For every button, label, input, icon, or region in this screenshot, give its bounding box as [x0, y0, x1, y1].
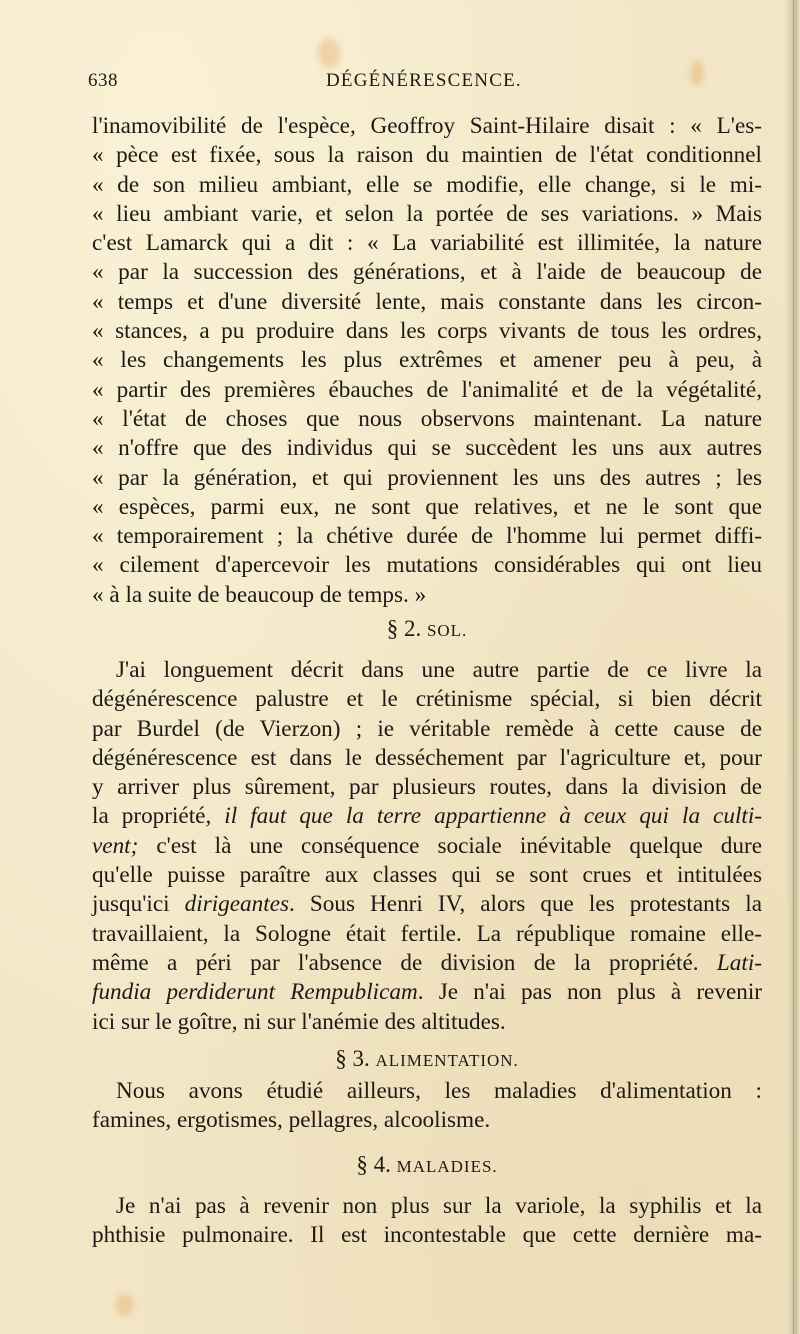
text-line: c'est Lamarck qui a dit : « La variabilité est illimitée, la nature [92, 230, 762, 257]
running-title: DÉGÉNÉRESCENCE. [326, 70, 522, 91]
text-line: y arriver plus sûrement, par plusieurs routes, dans la division de [92, 774, 762, 801]
text-line: famines, ergotismes, pellagres, alcoolisme. [92, 1107, 491, 1134]
text-line: qu'elle puisse paraître aux classes qui se sont crues et intitulées [92, 862, 762, 889]
text-line: travaillaient, la Sologne était fertile. La république romaine elle- [92, 920, 762, 947]
text-line: « espèces, parmi eux, ne sont que relatives, et ne le sont que [92, 493, 762, 520]
text-line: dégénérescence est dans le desséchement par l'agriculture et, pour [92, 744, 762, 771]
text-line: par Burdel (de Vierzon) ; ie véritable remède à cette cause de [92, 715, 762, 742]
section-number: § 2. [386, 616, 422, 641]
text-span: c'est là une conséquence sociale inévitable quelque dure [138, 832, 762, 859]
text-line: « par la génération, et qui proviennent les uns des autres ; les [92, 464, 762, 491]
text-line [92, 832, 762, 861]
italic-text: dirigeantes [184, 891, 290, 918]
text-line: ici sur le goître, ni sur l'anémie des altitudes. [92, 1008, 506, 1035]
text-line: Je n'ai pas à revenir non plus sur la variole, la syphilis et la [116, 1193, 762, 1219]
text-line: J'ai longuement décrit dans une autre partie de ce livre la [116, 657, 762, 683]
text-line [92, 978, 762, 1007]
page-header [88, 70, 760, 100]
text-line: « temps et d'une diversité lente, mais constante dans les circon- [92, 288, 762, 315]
text-span: . Sous Henri IV, alors que les protestants la [289, 891, 762, 918]
text-span: jusqu'ici [92, 891, 185, 918]
text-line: « à la suite de beaucoup de temps. » [92, 581, 427, 608]
text-line: « n'offre que des individus qui se succèdent les uns aux autres [92, 435, 762, 462]
paragraph-quotation [92, 112, 762, 610]
section-heading-maladies [92, 1152, 762, 1178]
text-line: Nous avons étudié ailleurs, les maladies d'alimentation : [116, 1078, 762, 1104]
italic-text: Lati- [716, 949, 762, 976]
text-line: « cilement d'apercevoir les mutations considérables qui ont lieu [92, 552, 762, 579]
section-title: ALIMENTATION. [375, 1051, 519, 1070]
text-line: « temporairement ; la chétive durée de l'homme lui permet diffi- [92, 523, 762, 550]
text-span: la propriété, [92, 803, 225, 830]
text-line: phthisie pulmonaire. Il est incontestable que cette dernière ma- [92, 1222, 762, 1249]
italic-text: fundia perdiderunt Rempublicam [92, 979, 418, 1006]
text-line: « partir des premières ébauches de l'animalité et de la végétalité, [92, 376, 762, 403]
text-line: « stances, a pu produire dans les corps vivants de tous les ordres, [92, 318, 762, 345]
text-line: « l'état de choses que nous observons maintenant. La nature [92, 405, 762, 432]
text-line: « par la succession des générations, et à l'aide de beaucoup de [92, 259, 762, 286]
text-line [92, 802, 762, 831]
section-title: SOL. [426, 621, 468, 640]
section-title: MALADIES. [396, 1157, 498, 1176]
section-heading-sol [92, 616, 762, 642]
paragraph-maladies [92, 1192, 762, 1251]
section-number: § 4. [356, 1152, 391, 1177]
text-line: « de son milieu ambiant, elle se modifie, elle change, si le mi- [92, 171, 762, 198]
paragraph-alimentation [92, 1077, 762, 1136]
italic-text: vent; [92, 832, 139, 859]
text-line: « les changements les plus extrêmes et amener peu à peu, à [92, 347, 762, 374]
text-line: « pèce est fixée, sous la raison du maintien de l'état conditionnel [92, 142, 762, 169]
section-heading-alimentation [92, 1046, 762, 1072]
text-line: l'inamovibilité de l'espèce, Geoffroy Saint-Hilaire disait : « L'es- [92, 113, 762, 139]
paragraph-sol [92, 656, 762, 1037]
section-number: § 3. [335, 1046, 370, 1071]
text-span: . Je n'ai pas non plus à revenir [417, 979, 762, 1006]
page-edge [786, 0, 800, 1334]
text-line: « lieu ambiant varie, et selon la portée de ses variations. » Mais [92, 200, 762, 227]
page-number: 638 [88, 70, 118, 91]
text-line [92, 949, 762, 978]
text-span: même a péri par l'absence de division de la propriété. [92, 949, 717, 976]
text-line: dégénérescence palustre et le crétinisme spécial, si bien décrit [92, 686, 762, 713]
paper-stain [318, 38, 340, 68]
italic-text: il faut que la terre appartienne à ceux qui la culti- [224, 803, 762, 830]
text-line [92, 890, 762, 919]
paper-stain [116, 1294, 134, 1316]
